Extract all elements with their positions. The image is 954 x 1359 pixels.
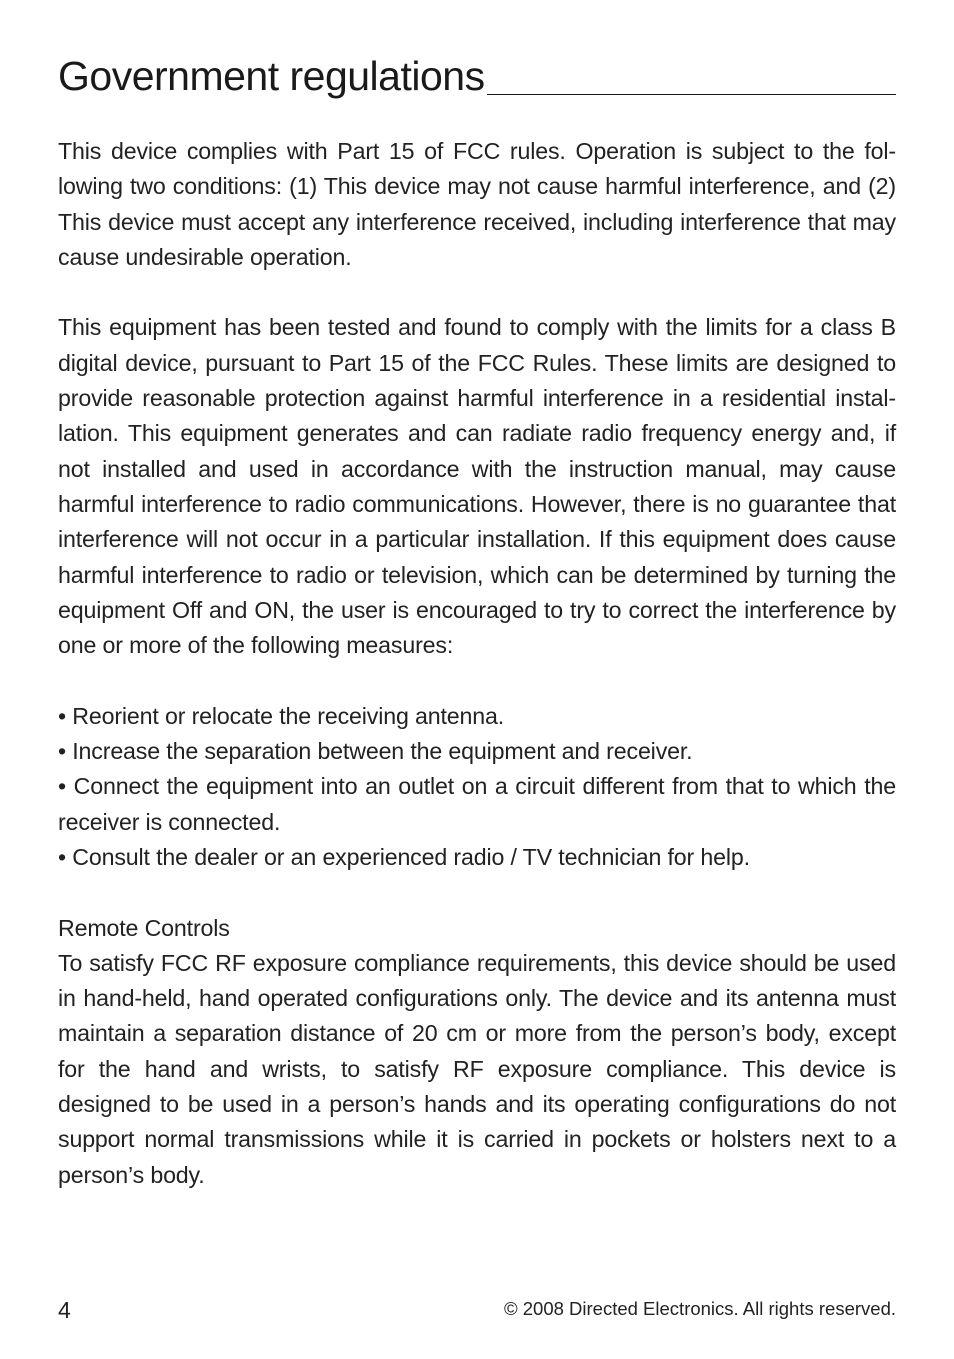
copyright-notice: © 2008 Directed Electronics. All rights reserved.: [503, 1298, 896, 1319]
document-page: [58, 52, 896, 1228]
remote-controls-heading: Remote Controls: [58, 914, 230, 941]
list-item: • Consult the dealer or an experienced radio / TV technician for help.: [58, 843, 750, 870]
paragraph-class-b-limits: This equipment has been tested and found to comply with the limits for a class B digital device, pursuant to Part 15 of the FCC Rules. These limits are designed to provide reasonable protection against harmful interference in a residential instal-lation. This equipment generates and can radiate radio frequency energy and, if not installed and used in accordance with the instruction manual, may cause harmful interference to radio communications. However, there is no guarantee that interference will not occur in a particular installation. If this equipment does cause harmful interference to radio or television, which can be determined by turning the equipment Off and ON, the user is encouraged to try to correct the interference by one or more of the following measures:: [58, 314, 896, 659]
page-number: 4: [58, 1297, 71, 1323]
measures-list: [58, 699, 896, 875]
paragraph-rf-exposure: To satisfy FCC RF exposure compliance requirements, this device should be used in hand-held, hand operated configurations only. The device and its antenna must maintain a separation distance of 20 cm or more from the person’s body, except for the hand and wrists, to satisfy RF exposure compliance. This device is designed to be used in a person’s hands and its operating configurations do not support normal transmissions while it is carried in pockets or holsters next to a person’s body.: [58, 949, 896, 1188]
list-item: • Connect the equipment into an outlet on a circuit different from that to which the receiver is connected.: [58, 773, 896, 835]
page-footer: [58, 1296, 896, 1324]
list-item: • Reorient or relocate the receiving antenna.: [58, 702, 505, 729]
title-row: [58, 52, 896, 100]
page-title: Government regulations: [58, 53, 485, 99]
body-text: [58, 134, 896, 1193]
list-item: • Increase the separation between the equipment and receiver.: [58, 738, 693, 765]
paragraph-fcc-compliance: This device complies with Part 15 of FCC rules. Operation is subject to the fol-lowing two conditions: (1) This device may not cause harmful interference, and (2) This device must accept any interference received, including interference that may cause undesirable operation.: [58, 138, 896, 270]
